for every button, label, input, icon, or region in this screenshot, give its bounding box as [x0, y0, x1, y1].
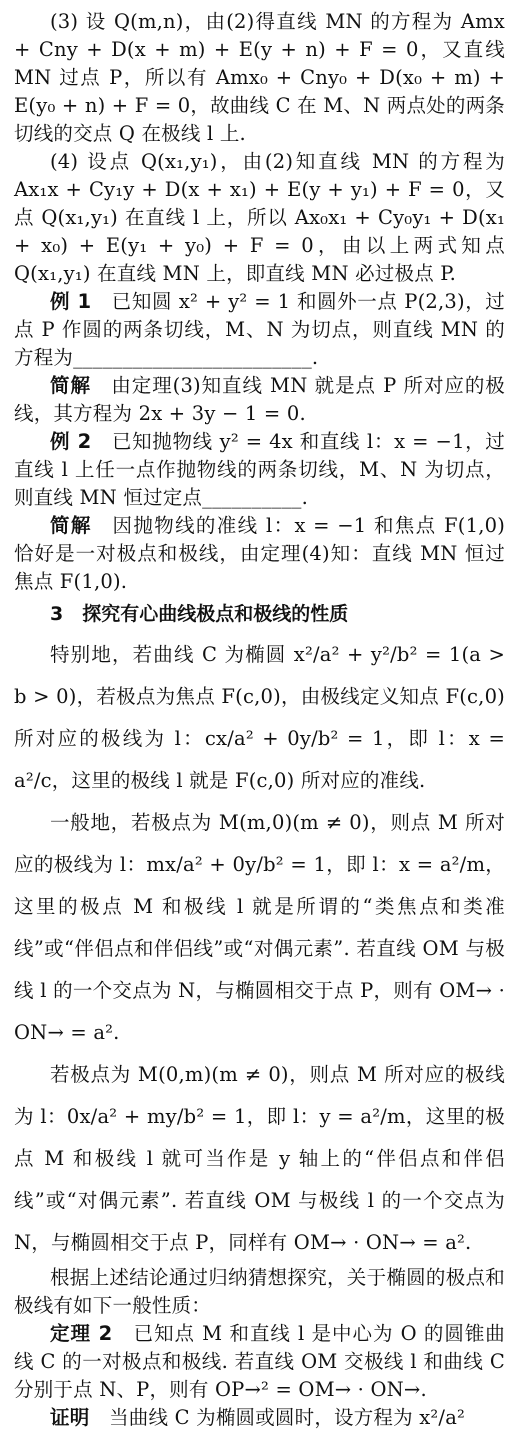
section-heading: 3 探究有心曲线极点和极线的性质	[50, 603, 349, 625]
example-2	[14, 428, 505, 512]
theorem-2-text: 已知点 M 和直线 l 是中心为 O 的圆锥曲线 C 的一对极点和极线. 若直线 OM 交极线 l 和曲线 C 分别于点 N、P，则有 OP→² = OM→ · ON→.	[14, 1322, 505, 1401]
paragraph-special-case: 特别地，若曲线 C 为椭圆 x²/a² + y²/b² = 1(a > b > 0)，若极点为焦点 F(c,0)，由极线定义知点 F(c,0) 所对应的极线为 l：cx/a² + 0y/b² = 1，即 l：x = a²/c，这里的极线 l 就是 F(c,0) 所对应的准线.	[14, 643, 505, 792]
example-2-text: 已知抛物线 y² = 4x 和直线 l：x = −1，过直线 l 上任一点作抛物线的两条切线，M、N 为切点，则直线 MN 恒过定点__________.	[14, 430, 505, 509]
proof-label: 证明	[50, 1406, 90, 1429]
brief-solution-1-text: 由定理(3)知直线 MN 就是点 P 所对应的极线，其方程为 2x + 3y − 1 = 0.	[14, 374, 505, 425]
paragraph-induction: 根据上述结论通过归纳猜想探究，关于椭圆的极点和极线有如下一般性质：	[14, 1266, 505, 1317]
paragraph-general-case: 一般地，若极点为 M(m,0)(m ≠ 0)，则点 M 所对应的极线为 l：mx/a² + 0y/b² = 1，即 l：x = a²/m，这里的极点 M 和极线 l 就是所谓的“类焦点和类准线”或“伴侣点和伴侣线”或“对偶元素”. 若直线 OM 与极线 l 的一个交点为 N，与椭圆相交于点 P，则有 OM→ · ON→ = a².	[14, 811, 505, 1044]
brief-solution-2	[14, 512, 505, 596]
example-1	[14, 288, 505, 372]
brief-solution-2-label: 简解	[50, 514, 92, 537]
proof-text: 当曲线 C 为椭圆或圆时，设方程为 x²/a²	[89, 1406, 466, 1429]
paragraph-4: (4) 设点 Q(x₁,y₁)，由(2)知直线 MN 的方程为 Ax₁x + Cy₁y + D(x + x₁) + E(y + y₁) + F = 0，又点 Q(x₁,y₁) 在直线 l 上，所以 Ax₀x₁ + Cy₀y₁ + D(x₁ + x₀) + E(y₁ + y₀) + F = 0，由以上两式知点 Q(x₁,y₁) 在直线 MN 上，即直线 MN 必过极点 P.	[14, 150, 505, 285]
theorem-2-label: 定理 2	[50, 1322, 113, 1345]
paragraph-3: (3) 设 Q(m,n)，由(2)得直线 MN 的方程为 Amx + Cny + D(x + m) + E(y + n) + F = 0，又直线 MN 过点 P，所以有 Amx₀ + Cny₀ + D(x₀ + m) + E(y₀ + n) + F = 0，故曲线 C 在 M、N 两点处的两条切线的交点 Q 在极线 l 上.	[14, 10, 505, 145]
brief-solution-1-label: 简解	[50, 374, 91, 397]
paragraph-y-axis-case: 若极点为 M(0,m)(m ≠ 0)，则点 M 所对应的极线为 l：0x/a² + my/b² = 1，即 l：y = a²/m，这里的极点 M 和极线 l 就可当作是 y 轴上的“伴侣点和伴侣线”或“对偶元素”. 若直线 OM 与极线 l 的一个交点为 N，与椭圆相交于点 P，同样有 OM→ · ON→ = a².	[14, 1063, 505, 1254]
example-1-label: 例 1	[50, 290, 92, 313]
brief-solution-1	[14, 372, 505, 428]
proof	[14, 1404, 505, 1432]
example-1-text: 已知圆 x² + y² = 1 和圆外一点 P(2,3)，过点 P 作圆的两条切线，M、N 为切点，则直线 MN 的方程为________________________.	[14, 290, 505, 369]
brief-solution-2-text: 因抛物线的准线 l：x = −1 和焦点 F(1,0) 恰好是一对极点和极线，由定理(4)知：直线 MN 恒过焦点 F(1,0).	[14, 514, 506, 593]
example-2-label: 例 2	[50, 430, 92, 453]
theorem-2	[14, 1320, 505, 1404]
